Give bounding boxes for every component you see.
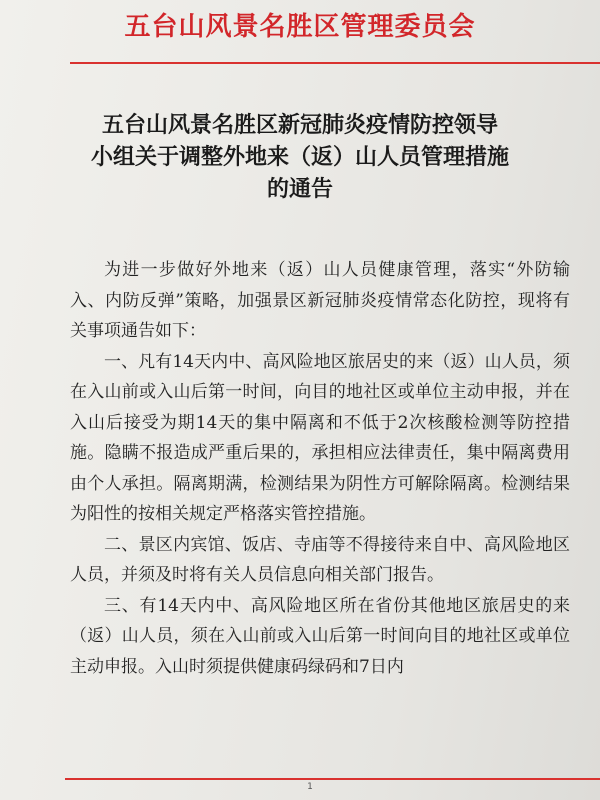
item-one-paragraph: 一、凡有14天内中、高风险地区旅居史的来（返）山人员，须在入山前或入山后第一时间，向目的地社区或单位主动申报，并在入山后接受为期14天的集中隔离和不低于2次核酸检测等防控措施。隐瞒不报造成严重后果的，承担相应法律责任，集中隔离费用由个人承担。隔离期满，检测结果为阴性方可解除隔离。检测结果为阳性的按相关规定严格落实管控措施。 (70, 351, 570, 524)
notice-title (60, 110, 540, 206)
notice-title-line: 的通告 (266, 177, 333, 202)
footer-red-rule (65, 778, 600, 780)
header-red-rule (70, 62, 600, 64)
notice-title-line: 小组关于调整外地来（返）山人员管理措施 (90, 145, 509, 170)
page-number: 1 (307, 782, 313, 792)
notice-title-line: 五台山风景名胜区新冠肺炎疫情防控领导 (101, 113, 498, 138)
item-three-paragraph: 三、有14天内中、高风险地区所在省份其他地区旅居史的来（返）山人员，须在入山前或入山后第一时间向目的地社区或单位主动申报。入山时须提供健康码绿码和7日内 (70, 595, 570, 677)
intro-paragraph: 为进一步做好外地来（返）山人员健康管理，落实“外防输入、内防反弹”策略，加强景区新冠肺炎疫情常态化防控，现将有关事项通告如下： (70, 260, 570, 341)
notice-body (70, 255, 570, 682)
item-two-paragraph: 二、景区内宾馆、饭店、寺庙等不得接待来自中、高风险地区人员，并须及时将有关人员信息向相关部门报告。 (70, 534, 570, 585)
issuing-organization-header: 五台山风景名胜区管理委员会 (124, 12, 476, 42)
